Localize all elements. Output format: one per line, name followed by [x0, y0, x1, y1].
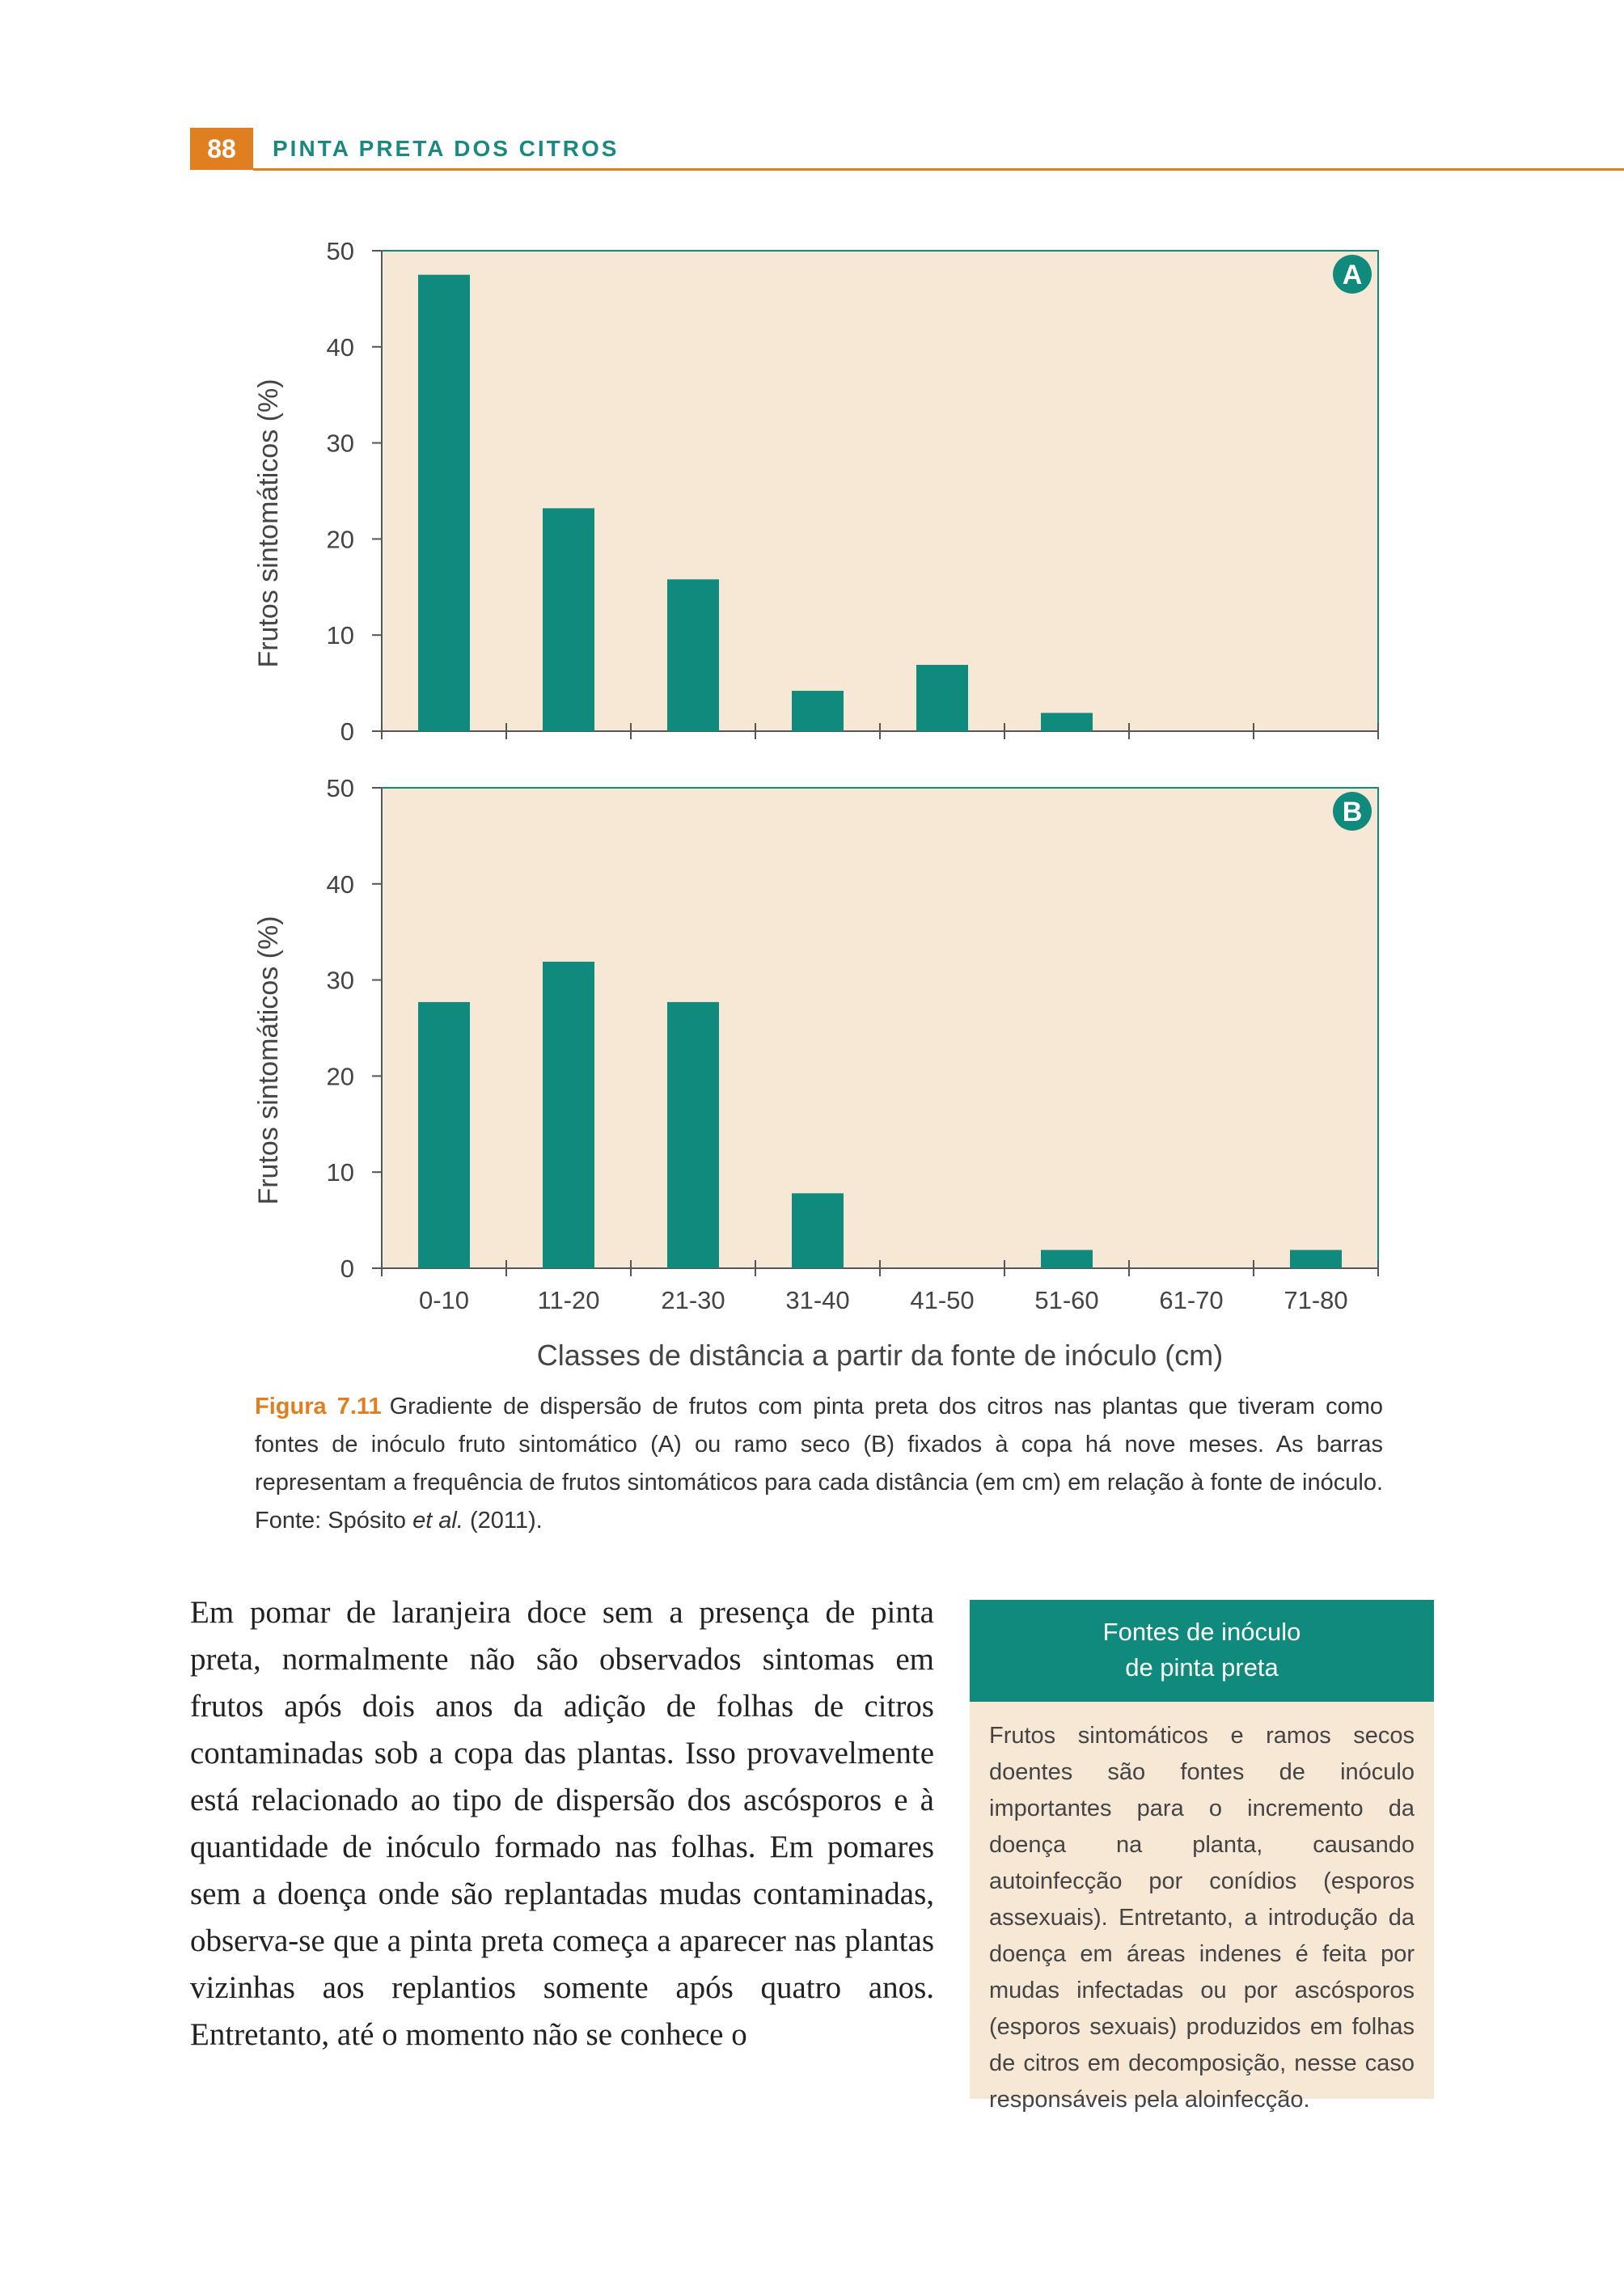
y-tick-label: 10: [326, 1158, 354, 1187]
bar-a-31-40: [792, 691, 844, 731]
sidebar-title: [970, 1600, 1434, 1702]
plot-area-a: [382, 251, 1378, 731]
running-title: PINTA PRETA DOS CITROS: [273, 136, 620, 161]
panel-label: A: [1342, 260, 1363, 290]
bar-b-31-40: [792, 1193, 844, 1268]
bar-a-41-50: [916, 665, 968, 731]
y-tick-label: 40: [326, 332, 354, 362]
sidebar-title-line1: Fontes de inóculo: [1102, 1618, 1301, 1646]
bar-b-21-30: [667, 1002, 719, 1268]
y-tick-label: 30: [326, 429, 354, 458]
y-tick-label: 0: [340, 1254, 354, 1283]
bar-a-51-60: [1041, 713, 1093, 731]
bar-b-11-20: [543, 962, 594, 1268]
plot-area-b: [382, 788, 1378, 1268]
body-paragraph: Em pomar de laranjeira doce sem a presença de pinta preta, normalmente não são observados sintomas em frutos após dois anos da adição de folhas de citros contaminadas sob a copa das plantas. Isso provavelmente está relacionado ao tipo de dispersão dos ascósporos e à quantidade de inóculo formado nas folhas. Em pomares sem a doença onde são replantadas mudas contaminadas, observa-se que a pinta preta começa a aparecer nas plantas vizinhas aos replantios somente após quatro anos. Entretanto, até o momento não se conhece o: [190, 1595, 934, 2052]
page-number: 88: [190, 128, 253, 170]
caption-italic: et al.: [412, 1508, 463, 1534]
sidebar-title-line2: de pinta preta: [1125, 1653, 1279, 1682]
x-tick-label: 51-60: [1034, 1286, 1099, 1314]
x-tick-label: 31-40: [785, 1286, 850, 1314]
bar-b-71-80: [1290, 1250, 1342, 1268]
x-tick-label: 11-20: [537, 1286, 600, 1314]
panel-label: B: [1342, 797, 1363, 827]
x-tick-label: 0-10: [418, 1286, 470, 1314]
sidebar-box: [970, 1600, 1434, 2113]
y-tick-label: 20: [326, 525, 354, 554]
x-tick-label: 61-70: [1159, 1286, 1224, 1314]
y-tick-label: 0: [340, 717, 354, 746]
y-tick-label: 50: [326, 237, 354, 265]
y-tick-label: 20: [326, 1062, 354, 1091]
bar-b-51-60: [1041, 1250, 1093, 1268]
y-tick-label: 50: [326, 774, 354, 802]
x-axis-label: Classes de distância a partir da fonte de inóculo (cm): [536, 1339, 1224, 1372]
y-axis-label: Frutos sintomáticos (%): [253, 379, 284, 668]
bar-a-0-10: [418, 275, 470, 731]
y-axis-label: Frutos sintomáticos (%): [253, 916, 284, 1205]
caption-text: Gradiente de dispersão de frutos com pinta preta dos citros nas plantas que tiveram como fontes de inóculo fruto sintomático (A) ou ramo seco (B) fixados à copa há nove meses. As barras representam a frequência de frutos sintomáticos para cada distância (em cm) em relação à fonte de inóculo. Fonte: Spósito: [255, 1394, 1383, 1534]
x-tick-label: 71-80: [1284, 1286, 1348, 1314]
x-tick-label: 21-30: [661, 1286, 725, 1314]
caption-year: (2011).: [470, 1508, 543, 1534]
bar-a-11-20: [543, 508, 594, 731]
sidebar-text: Frutos sintomáticos e ramos secos doentes são fontes de inóculo importantes para o incremento da doença na planta, causando autoinfecção por conídios (esporos assexuais). Entretanto, a introdução da doença em áreas indenes é feita por mudas infectadas ou por ascósporos (esporos sexuais) produzidos em folhas de citros em decomposição, nesse caso responsáveis pela aloinfecção.: [989, 1723, 1415, 2113]
y-tick-label: 10: [326, 621, 354, 650]
figure-caption: [255, 1388, 1383, 1540]
x-tick-label: 41-50: [910, 1286, 975, 1314]
figure-label: Figura 7.11: [255, 1394, 382, 1419]
bar-a-21-30: [667, 579, 719, 731]
y-tick-label: 40: [326, 869, 354, 899]
y-tick-label: 30: [326, 966, 354, 995]
bar-b-0-10: [418, 1002, 470, 1268]
